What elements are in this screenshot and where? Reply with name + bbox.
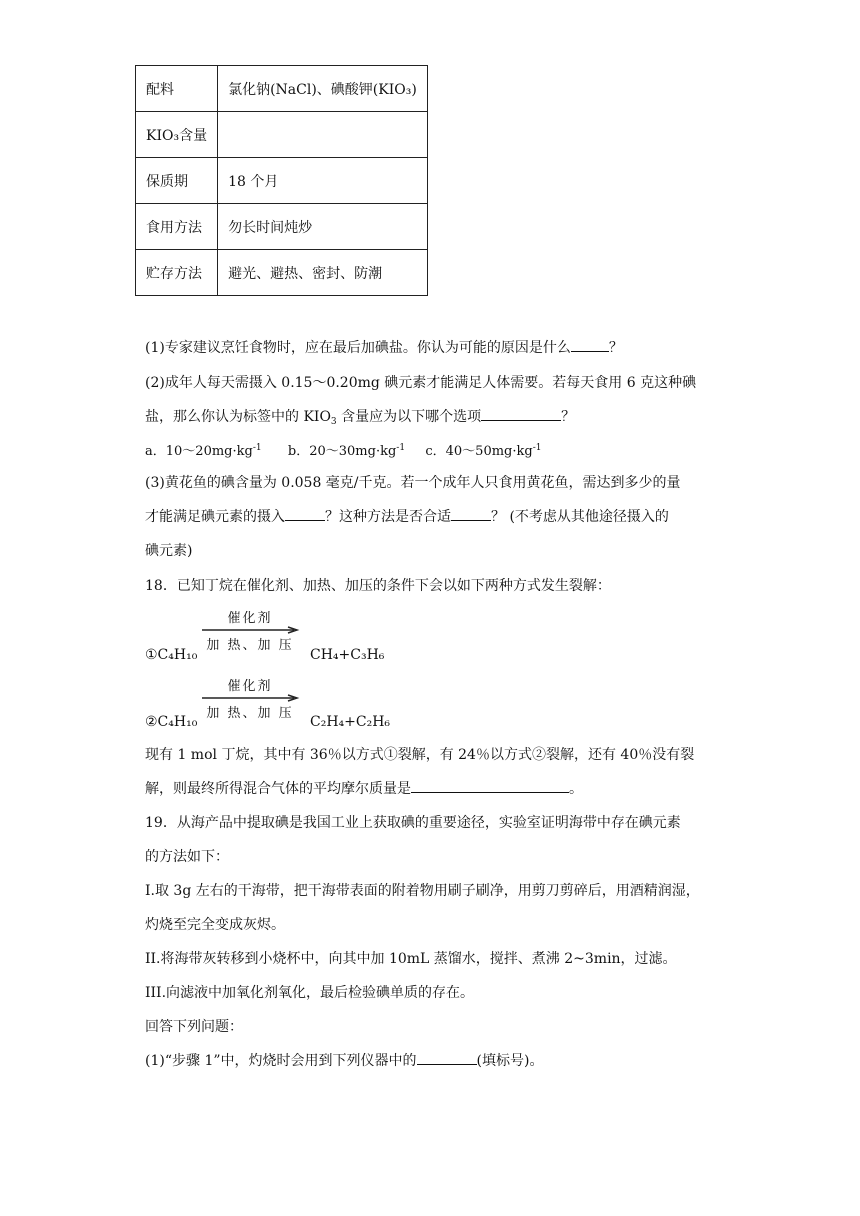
step-3: III.向滤液中加氧化剂氧化，最后检验碘单质的存在。 (145, 985, 475, 1001)
arrow-condition-top: 催化剂 (227, 611, 273, 626)
answer-blank[interactable] (451, 506, 491, 521)
equation-1-left: ①C₄H₁₀ (145, 647, 198, 663)
table-row (136, 250, 428, 296)
step-1-line-1: I.取 3g 左右的干海带，把干海带表面的附着物用刷子刷净，用剪刀剪碎后，用酒精润湿， (145, 883, 700, 899)
answer-prompt: 回答下列问题： (145, 1019, 243, 1035)
option-a: a．$10\sim 20mg\cdot kg^{-1}$ (145, 443, 262, 459)
right-arrow-icon (200, 626, 300, 634)
question-text: 含量应为以下哪个选项 (336, 409, 482, 425)
question-18-title: 18．已知丁烷在催化剂、加热、加压的条件下会以如下两种方式发生裂解： (145, 578, 611, 594)
equation-1-right: CH₄+C₃H₆ (310, 647, 385, 663)
table-key: 配料 (136, 66, 218, 112)
table-row (136, 66, 428, 112)
question-2-line-2: 盐，那么你认为标签中的 $KIO_3$ 含量应为以下哪个选项 ？ (145, 406, 575, 427)
question-text: ？ (561, 409, 576, 425)
equation-2-left: ②C₄H₁₀ (145, 714, 198, 730)
answer-blank[interactable] (417, 1050, 477, 1065)
reaction-arrow-2 (200, 675, 300, 721)
reaction-arrow-1 (200, 607, 300, 653)
step-2: II.将海带灰转移到小烧杯中，向其中加 10mL 蒸馏水，搅拌、煮沸 2~3min，过滤。 (145, 951, 677, 967)
answer-blank[interactable] (285, 506, 325, 521)
option-b: b．$20\sim 30mg\cdot kg^{-1}$ (287, 443, 406, 459)
question-2-line-1: (2)成年人每天需摄入 0.15～0.20mg 碘元素才能满足人体需要。若每天食用 6 克这种碘 (145, 375, 697, 391)
arrow-condition-bottom: 加 热、加 压 (206, 706, 294, 721)
right-arrow-icon (200, 694, 300, 702)
question-19-line-1: 19．从海产品中提取碘是我国工业上获取碘的重要途径，实验室证明海带中存在碘元素 (145, 815, 681, 831)
option-c: c．$40\sim 50mg\cdot kg^{-1}$ (425, 443, 542, 459)
equation-2-right: C₂H₄+C₂H₆ (310, 714, 391, 730)
salt-label-table (135, 65, 428, 296)
table-key: 保质期 (136, 158, 218, 204)
question-1 (145, 337, 623, 357)
table-value: 氯化钠(NaCl)、碘酸钾(KIO₃) (218, 66, 428, 112)
question-text: 解，则最终所得混合气体的平均摩尔质量是 (145, 781, 411, 797)
question-3-line-3: 碘元素) (145, 543, 193, 559)
question-19-1 (145, 1050, 543, 1070)
question-text: (1)专家建议烹饪食物时，应在最后加碘盐。你认为可能的原因是什么 (145, 340, 571, 356)
options-line (145, 440, 541, 459)
arrow-condition-top: 催化剂 (227, 679, 273, 694)
table-value: 避光、避热、密封、防潮 (218, 250, 428, 296)
arrow-condition-bottom: 加 热、加 压 (206, 638, 294, 653)
table-value (218, 112, 428, 158)
table-row (136, 112, 428, 158)
question-text: ？ (608, 340, 623, 356)
question-18-line-2: 现有 1 mol 丁烷，其中有 36％以方式①裂解，有 24％以方式②裂解，还有 40％没有裂 (145, 747, 695, 763)
answer-blank[interactable] (411, 778, 569, 793)
answer-blank[interactable] (571, 337, 609, 352)
question-3-line-1: (3)黄花鱼的碘含量为 0.058 毫克/千克。若一个成年人只食用黄花鱼，需达到多少的量 (145, 475, 681, 491)
table-value: 勿长时间炖炒 (218, 204, 428, 250)
question-text: ？ (不考虑从其他途径摄入的 (491, 509, 669, 525)
step-1-line-2: 灼烧至完全变成灰烬。 (145, 917, 285, 933)
question-text: 盐，那么你认为标签中的 KIO (145, 409, 331, 425)
question-text: 。 (569, 781, 583, 797)
question-18-line-3 (145, 778, 583, 798)
question-text: (1)“步骤 1”中，灼烧时会用到下列仪器中的 (145, 1053, 417, 1069)
question-19-line-2: 的方法如下： (145, 849, 229, 865)
question-text: (填标号)。 (476, 1053, 544, 1069)
question-3-line-2 (145, 506, 669, 526)
question-text: ？这种方法是否合适 (325, 509, 451, 525)
table-key: 贮存方法 (136, 250, 218, 296)
question-text: 才能满足碘元素的摄入 (145, 509, 285, 525)
table-key: 食用方法 (136, 204, 218, 250)
table-row (136, 204, 428, 250)
table-key: KIO₃含量 (136, 112, 218, 158)
table-row (136, 158, 428, 204)
table-value: 18 个月 (218, 158, 428, 204)
answer-blank[interactable] (481, 406, 561, 421)
